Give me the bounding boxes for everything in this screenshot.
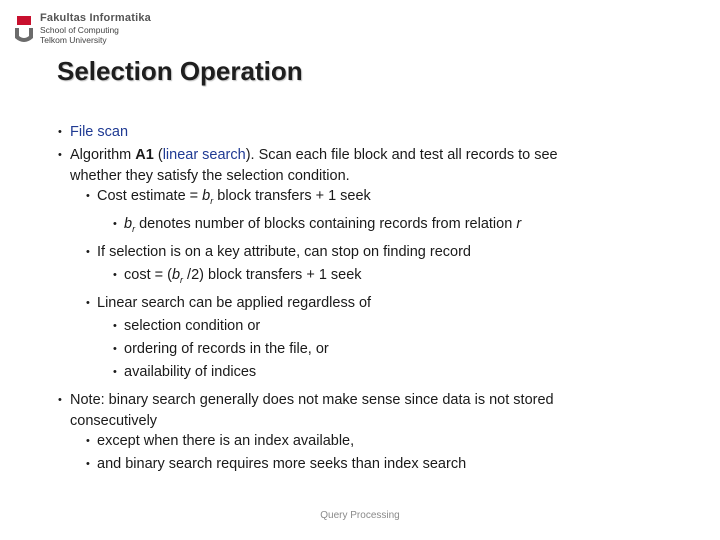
bullet-availability-indices: • availability of indices (57, 361, 677, 384)
bullet-index-available: • except when there is an index available, (57, 430, 677, 453)
bullet-key-cost: • $\cos t = (b_r$ /2) block transfers + 1 seek (57, 264, 677, 292)
bullet-dot-icon: • (58, 393, 62, 406)
bullet-linear-search-applicable: • Linear search can be applied regardless of (57, 292, 677, 315)
logo-title: Fakultas Informatika (40, 12, 151, 24)
bullet-more-seeks: • and binary search requires more seeks than index search (57, 453, 677, 476)
bullet-dot-icon: • (113, 268, 117, 281)
bullet-dot-icon: • (113, 217, 117, 230)
bullet-binary-search-note-continued: consecutively (70, 412, 158, 429)
bullet-dot-icon: • (58, 149, 62, 161)
bullet-selection-condition: • selection condition or (57, 315, 677, 338)
logo-line-2: Telkom University (40, 35, 107, 45)
bullet-dot-icon: • (113, 319, 117, 332)
logo-line-1: School of Computing (40, 25, 119, 35)
bullet-dot-icon: • (113, 365, 117, 378)
bullet-dot-icon: • (86, 245, 90, 258)
bullet-ordering-records: • ordering of records in the file, or (57, 338, 677, 361)
slide-body (57, 121, 677, 476)
bullet-file-scan: • File scan (57, 121, 677, 144)
bullet-br-definition: • $b_r$ denotes number of blocks containing records from relation r (57, 213, 677, 241)
bullet-cost-estimate: • Cost estimate = $b_r$ block transfers + 1 seek (57, 185, 677, 213)
slide-footer: Query Processing (320, 510, 400, 521)
bullet-dot-icon: • (58, 126, 62, 138)
bullet-dot-icon: • (86, 434, 90, 447)
faculty-logo (14, 12, 154, 48)
telkom-logo-icon (14, 14, 34, 44)
bullet-dot-icon: • (113, 342, 117, 355)
bullet-dot-icon: • (86, 296, 90, 309)
bullet-dot-icon: • (86, 190, 90, 202)
slide-title: Selection Operation (57, 56, 303, 86)
bullet-binary-search-note: • Note: binary search generally does not make sense since data is not stored (57, 389, 677, 412)
bullet-algorithm-a1: • Algorithm A1 (linear search). Scan each file block and test all records to see (57, 144, 677, 167)
bullet-algorithm-a1-continued: whether they satisfy the selection condition. (70, 168, 350, 184)
bullet-key-attribute: • If selection is on a key attribute, can stop on finding record (57, 241, 677, 264)
bullet-dot-icon: • (86, 457, 90, 470)
